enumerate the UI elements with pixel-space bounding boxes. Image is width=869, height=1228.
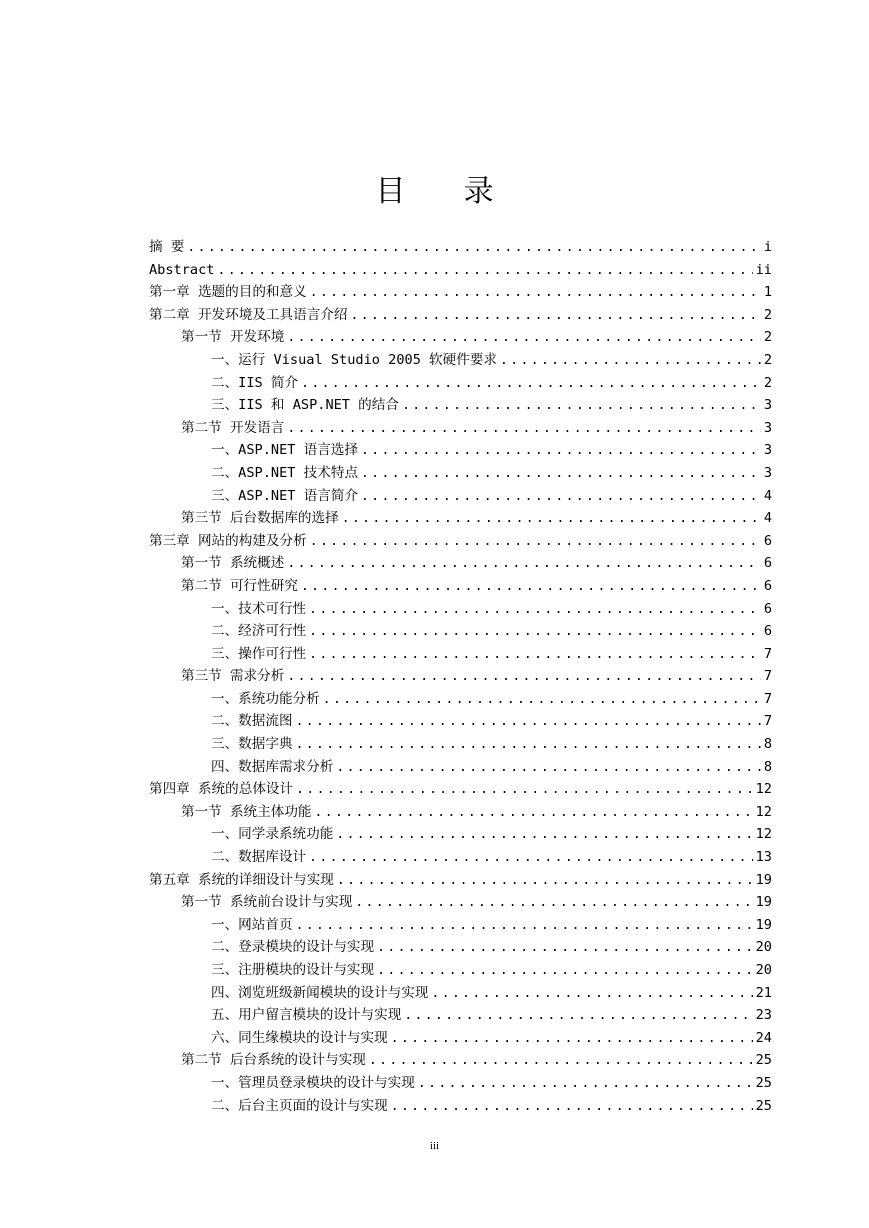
toc-entry[interactable] [149,688,772,711]
toc-entry-label: 第二章 开发环境及工具语言介绍 [149,306,348,323]
dot-leader [377,960,753,983]
toc-entry[interactable] [149,914,772,937]
toc-entry[interactable] [149,778,772,801]
toc-entry-page: 20 [755,962,772,978]
toc-entry[interactable] [149,710,772,733]
toc-entry-label: 三、IIS 和 ASP.NET 的结合 [211,397,399,414]
dot-leader [296,734,761,757]
toc-entry[interactable] [149,756,772,779]
toc-entry[interactable] [149,439,772,462]
toc-entry[interactable] [149,891,772,914]
toc-entry-page: 7 [763,645,772,662]
toc-entry[interactable] [149,1049,772,1072]
dot-leader [296,779,753,802]
toc-entry-label: 第一节 系统主体功能 [181,803,312,820]
toc-entry-label: 二、数据流图 [211,713,293,730]
dot-leader [337,870,753,893]
toc-entry-label: 第二节 后台系统的设计与实现 [181,1052,366,1069]
toc-entry-label: 一、运行 Visual Studio 2005 软硬件要求 [211,351,498,368]
toc-entry-label: 四、浏览班级新闻模块的设计与实现 [211,984,429,1001]
toc-entry-page: 20 [755,939,772,956]
dot-leader [301,373,761,396]
toc-entry[interactable] [149,982,772,1005]
toc-entry[interactable] [149,1095,772,1118]
dot-leader [287,327,760,350]
table-of-contents [149,236,772,1117]
dot-leader [315,802,753,825]
toc-entry-page: 3 [763,397,772,414]
page-number: iii [429,1140,440,1152]
toc-entry-label: 第五章 系统的详细设计与实现 [149,871,334,888]
toc-entry-page: 19 [755,871,772,888]
toc-entry-page: 21 [755,984,772,1001]
toc-entry-page: 25 [755,1097,772,1114]
toc-entry-label: 一、网站首页 [211,916,293,933]
dot-leader [310,531,761,554]
toc-entry[interactable] [149,417,772,440]
toc-entry[interactable] [149,349,772,372]
toc-entry-page: 7 [763,668,772,685]
toc-entry-page: 12 [755,803,772,820]
toc-entry-page: 25 [755,1052,772,1069]
toc-entry-page: 12 [755,781,772,798]
dot-leader [309,644,761,667]
toc-entry-label: 二、登录模块的设计与实现 [211,939,375,956]
dot-leader [377,937,753,960]
dot-leader [361,486,761,509]
toc-entry[interactable] [149,530,772,553]
toc-entry[interactable] [149,1027,772,1050]
toc-entry-page: 7 [763,690,772,707]
toc-entry[interactable] [149,936,772,959]
toc-entry-page: 2 [763,306,772,323]
toc-entry-label: 一、技术可行性 [211,600,307,617]
toc-entry-page: 2 [763,329,772,346]
toc-entry[interactable] [149,281,772,304]
toc-entry-page: 2 [763,351,772,368]
dot-leader [309,847,752,870]
toc-entry-page: 6 [763,532,772,549]
toc-entry-label: 第三节 后台数据库的选择 [181,510,339,527]
toc-entry-page: 12 [755,826,772,843]
toc-entry[interactable] [149,620,772,643]
toc-entry[interactable] [149,959,772,982]
toc-entry[interactable] [149,801,772,824]
dot-leader [287,553,760,576]
toc-entry-page: ii [755,261,772,278]
toc-entry-page: 8 [763,736,772,753]
toc-entry-page: 6 [763,600,772,617]
toc-entry-label: 六、同生缘模块的设计与实现 [211,1029,388,1046]
dot-leader [287,418,760,441]
toc-entry-page: 23 [755,1007,772,1024]
dot-leader [418,1073,753,1096]
toc-entry[interactable] [149,552,772,575]
dot-leader [402,395,761,418]
toc-entry[interactable] [149,823,772,846]
toc-entry[interactable] [149,304,772,327]
toc-title: 目录 [375,174,552,209]
dot-leader [351,305,761,328]
toc-entry-page: 19 [755,916,772,933]
toc-entry-label: 三、注册模块的设计与实现 [211,962,375,978]
toc-entry-page: 6 [763,577,772,594]
toc-entry-page: 6 [763,555,772,572]
toc-entry-label: Abstract [149,261,215,278]
toc-entry-page: 7 [763,713,772,730]
toc-entry[interactable] [149,869,772,892]
toc-entry-page: 19 [755,894,772,911]
dot-leader [369,1050,753,1073]
toc-entry-label: 第二节 开发语言 [181,419,285,436]
toc-entry-label: 第三节 需求分析 [181,668,285,685]
toc-entry-page: 4 [763,487,772,504]
toc-entry-page: i [763,239,772,255]
toc-entry[interactable] [149,462,772,485]
toc-entry-page: 6 [763,623,772,640]
toc-entry-label: 第一章 选题的目的和意义 [149,284,307,301]
toc-entry-label: 一、ASP.NET 语言选择 [211,442,359,459]
toc-entry-label: 第一节 开发环境 [181,329,285,346]
toc-entry-label: 二、经济可行性 [211,623,307,640]
toc-entry-label: 一、系统功能分析 [211,690,320,707]
toc-entry-page: 8 [763,758,772,775]
dot-leader [217,260,752,283]
toc-entry[interactable] [149,259,772,282]
toc-entry[interactable] [149,665,772,688]
toc-entry-label: 二、数据库设计 [211,849,307,866]
dot-leader [310,282,761,305]
dot-leader [187,237,760,260]
toc-entry[interactable] [149,485,772,508]
toc-entry-label: 四、数据库需求分析 [211,758,334,775]
toc-entry[interactable] [149,1004,772,1027]
toc-entry-label: 三、ASP.NET 语言简介 [211,487,359,504]
toc-entry-label: 二、IIS 简介 [211,374,299,391]
dot-leader [296,711,761,734]
toc-entry-label: 第二节 可行性研究 [181,577,298,594]
dot-leader [500,350,761,373]
dot-leader [361,440,761,463]
dot-leader [309,621,761,644]
toc-entry-label: 第一节 系统概述 [181,555,285,572]
toc-entry-label: 二、后台主页面的设计与实现 [211,1097,388,1114]
toc-entry-label: 三、操作可行性 [211,645,307,662]
toc-entry[interactable] [149,326,772,349]
toc-entry-page: 3 [763,464,772,481]
dot-leader [432,983,753,1006]
toc-entry[interactable] [149,236,772,259]
toc-entry-label: 一、同学录系统功能 [211,826,334,843]
toc-entry-label: 三、数据字典 [211,736,293,753]
toc-entry-label: 第三章 网站的构建及分析 [149,532,307,549]
dot-leader [301,576,761,599]
toc-entry[interactable] [149,394,772,417]
toc-entry[interactable] [149,598,772,621]
toc-entry-label: 第一节 系统前台设计与实现 [181,894,353,911]
dot-leader [309,599,761,622]
toc-entry[interactable] [149,733,772,756]
toc-entry[interactable] [149,575,772,598]
toc-entry[interactable] [149,643,772,666]
dot-leader [391,1096,753,1119]
toc-entry[interactable] [149,1072,772,1095]
toc-entry-page: 2 [763,374,772,391]
toc-entry-page: 13 [755,849,772,866]
dot-leader [336,824,752,847]
toc-entry-label: 一、管理员登录模块的设计与实现 [211,1074,415,1091]
dot-leader [336,757,760,780]
dot-leader [361,463,761,486]
toc-entry[interactable] [149,507,772,530]
dot-leader [342,508,761,531]
toc-entry-page: 1 [763,284,772,301]
toc-entry-label: 第四章 系统的总体设计 [149,781,294,798]
toc-entry-page: 3 [763,419,772,436]
dot-leader [323,689,761,712]
toc-entry-page: 4 [763,510,772,527]
toc-entry[interactable] [149,846,772,869]
dot-leader [404,1005,752,1028]
toc-entry-page: 25 [755,1074,772,1091]
dot-leader [391,1028,753,1051]
dot-leader [296,915,753,938]
toc-entry[interactable] [149,372,772,395]
toc-entry-page: 3 [763,442,772,459]
dot-leader [287,666,760,689]
toc-entry-label: 二、ASP.NET 技术特点 [211,464,359,481]
toc-entry-label: 摘 要 [149,239,185,255]
dot-leader [355,892,752,915]
toc-entry-page: 24 [755,1029,772,1046]
toc-entry-label: 五、用户留言模块的设计与实现 [211,1007,402,1024]
